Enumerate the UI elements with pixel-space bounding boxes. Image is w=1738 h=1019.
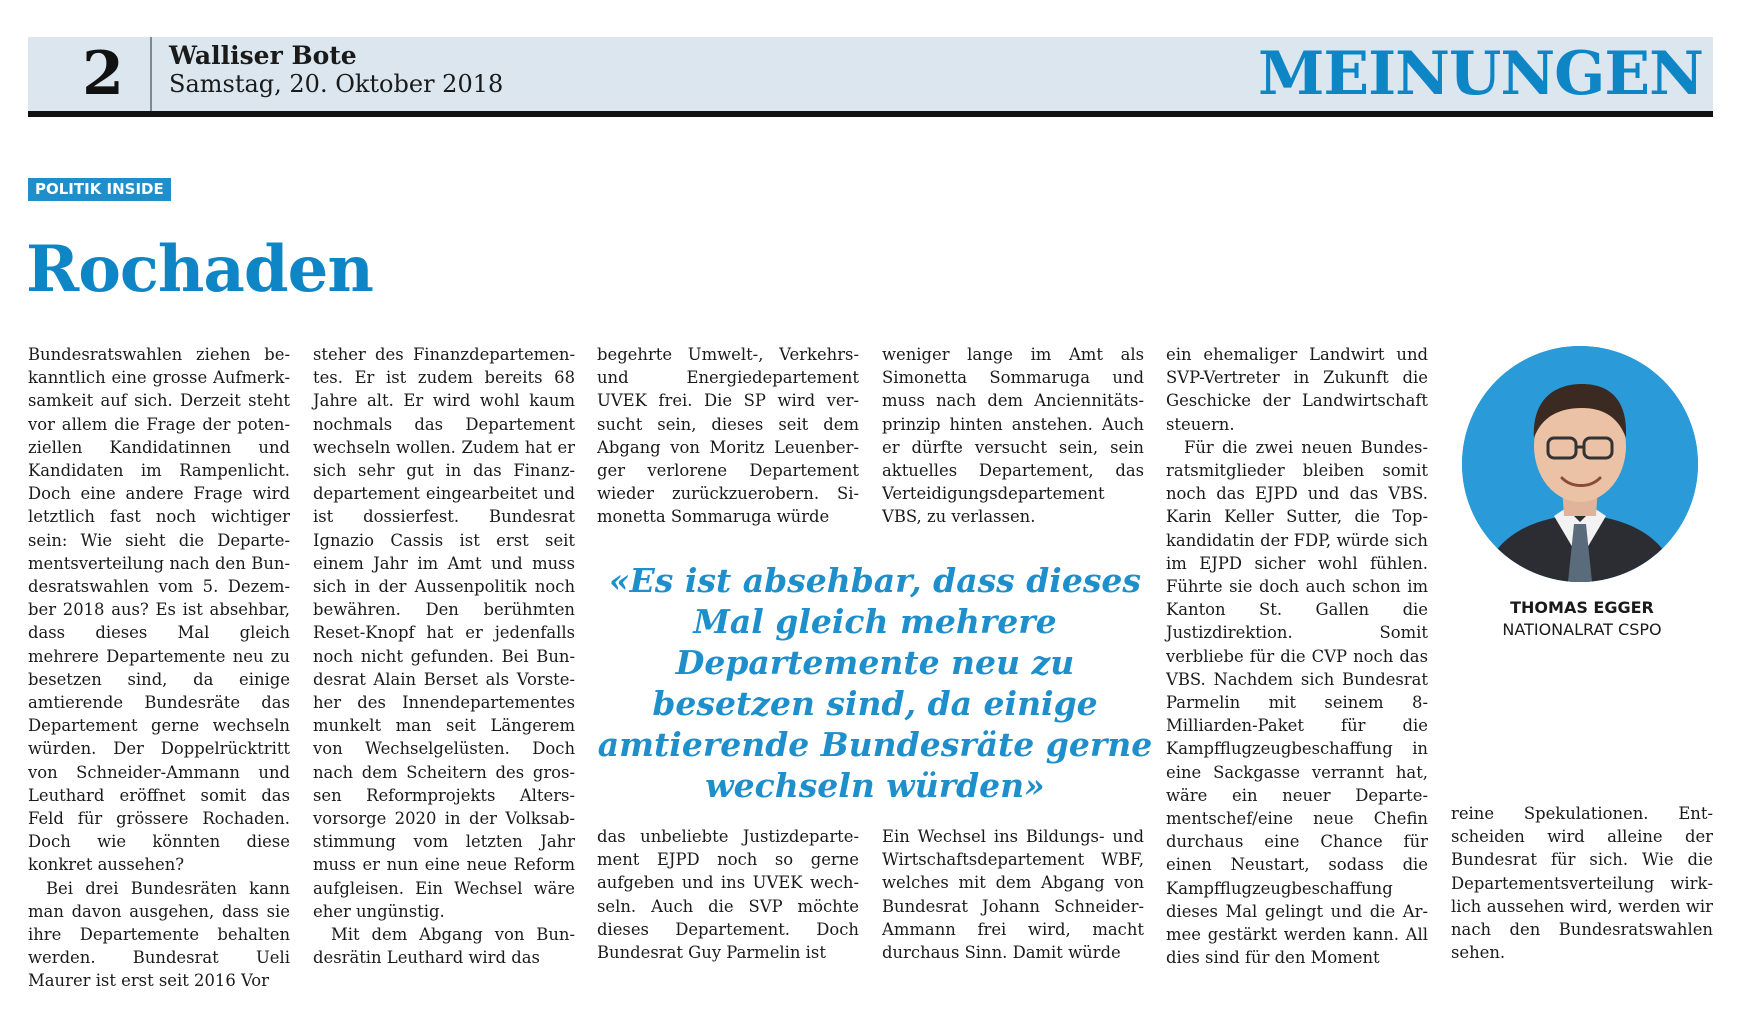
body-column-4-top [882,343,1144,529]
body-column-6-bottom [1451,802,1713,964]
section-title: MEINUNGEN [1257,39,1703,109]
body-paragraph: steher des Finanzdepartementes. Er ist zudem bereits 68 Jahre alt. Er wird wohl kaum nochmals das Departement wechseln wollen. Zudem hat er sich sehr gut in das Finanzdepartement eingearbeitet und ist dossierfest. Bundesrat Ignazio Cassis ist erst seit einem Jahr im Amt und muss sich in der Aussenpolitik noch bewähren. Den berühmten Reset-Knopf hat er jedenfalls noch nicht gefunden. Bei Bundesrat Alain Berset als Vorsteher des Innendepartementes munkelt man seit Längerem von Wechselgelüsten. Doch nach dem Scheitern des grossen Reformprojekts Altersvorsorge 2020 in der Volksabstimmung vom letzten Jahr muss er nun eine neue Reform aufgleisen. Ein Wechsel wäre eher ungünstig. [313,345,575,921]
pull-quote: «Es ist absehbar, dass dieses Mal gleich mehrere Departemente neu zu besetzen sind, da einige amtierende Bundesräte gerne wechseln würden» [597,561,1153,805]
author-portrait [1462,346,1698,582]
issue-date: Samstag, 20. Oktober 2018 [169,70,504,98]
body-paragraph: Für die zwei neuen Bundesratsmitglieder bleiben somit noch das EJPD und das VBS. Karin Keller Sutter, die Topkandidatin der FDP, würde sich im EJPD sicher wohl fühlen. Führte sie doch auch schon im Kanton St. Gallen die Justizdirektion. Somit verbliebe für die CVP noch das VBS. Nachdem sich Bundesrat Parmelin mit seinem 8-Milliarden-Paket für die Kampfflugzeugbeschaffung in eine Sackgasse verrannt hat, wäre ein neuer Departementschef/eine neue Chefin durchaus eine Chance für einen Neustart, sodass die Kampfflugzeugbeschaffung dieses Mal gelingt und die Armee gestärkt werden kann. All dies sind für den Moment [1166,437,1428,968]
body-column-2 [313,343,575,969]
body-column-5 [1166,343,1428,969]
body-paragraph: Bei drei Bundesräten kann man davon ausgehen, dass sie ihre Departemente behalten werden. Bundesrat Ueli Maurer ist erst seit 2016 Vor [28,878,290,991]
portrait-illustration [1462,346,1698,582]
body-paragraph: Ein Wechsel ins Bildungs- und Wirtschaftsdepartement WBF, welches mit dem Abgang von Bundesrat Johann Schneider-Ammann frei wird, macht durchaus Sinn. Damit würde [882,827,1144,963]
body-paragraph: begehrte Umwelt-, Verkehrs- und Energiedepartement UVEK frei. Die SP wird versucht sein, dieses seit dem Abgang von Moritz Leuenberger verlorene Departement wieder zurückzuerobern. Simonetta Sommaruga würde [597,345,859,527]
article-kicker: POLITIK INSIDE [28,178,171,201]
page-number: 2 [82,39,124,109]
author-name: THOMAS EGGER [1510,598,1654,617]
body-column-3-bottom [597,825,859,964]
newspaper-name: Walliser Bote [169,41,357,70]
body-paragraph: das unbeliebte Justizdepartement EJPD noch so gerne aufgeben und ins UVEK wechseln. Auch die SVP möchte dieses Departement. Doch Bundesrat Guy Parmelin ist [597,827,859,963]
page-header [28,37,1713,117]
body-paragraph: ein ehemaliger Landwirt und SVP-Vertreter in Zukunft die Geschicke der Landwirtschaft steuern. [1166,345,1428,434]
body-paragraph: Mit dem Abgang von Bundesrätin Leuthard wird das [313,925,575,968]
author-role: NATIONALRAT CSPO [1502,620,1662,639]
body-paragraph: Bundesratswahlen ziehen bekanntlich eine grosse Aufmerksamkeit auf sich. Derzeit steht vor allem die Frage der potenziellen Kandidatinnen und Kandidaten im Rampenlicht. Doch eine andere Frage wird letztlich fast noch wichtiger sein: Wie sieht die Departementsverteilung nach den Bundesratswahlen vom 5. Dezember 2018 aus? Es ist absehbar, dass dieses Mal gleich mehrere Departemente neu zu besetzen sind, da einige amtierende Bundesräte das Departement gerne wechseln würden. Der Doppelrücktritt von Schneider-Ammann und Leuthard eröffnet somit das Feld für grössere Rochaden. Doch wie könnten diese konkret aussehen? [28,345,290,875]
article-title: Rochaden [26,232,373,307]
body-paragraph: weniger lange im Amt als Simonetta Sommaruga und muss nach dem Anciennitätsprinzip hinten anstehen. Auch er dürfte versucht sein, sein aktuelles Departement, das Verteidigungsdepartement VBS, zu verlassen. [882,345,1144,527]
body-column-3-top [597,343,859,529]
body-column-4-bottom [882,825,1144,964]
body-column-1 [28,343,290,993]
body-paragraph: reine Spekulationen. Entscheiden wird alleine der Bundesrat für sich. Wie die Departementsverteilung wirklich aussehen wird, werden wir nach den Bundesratswahlen sehen. [1451,804,1713,963]
header-divider [150,37,152,111]
